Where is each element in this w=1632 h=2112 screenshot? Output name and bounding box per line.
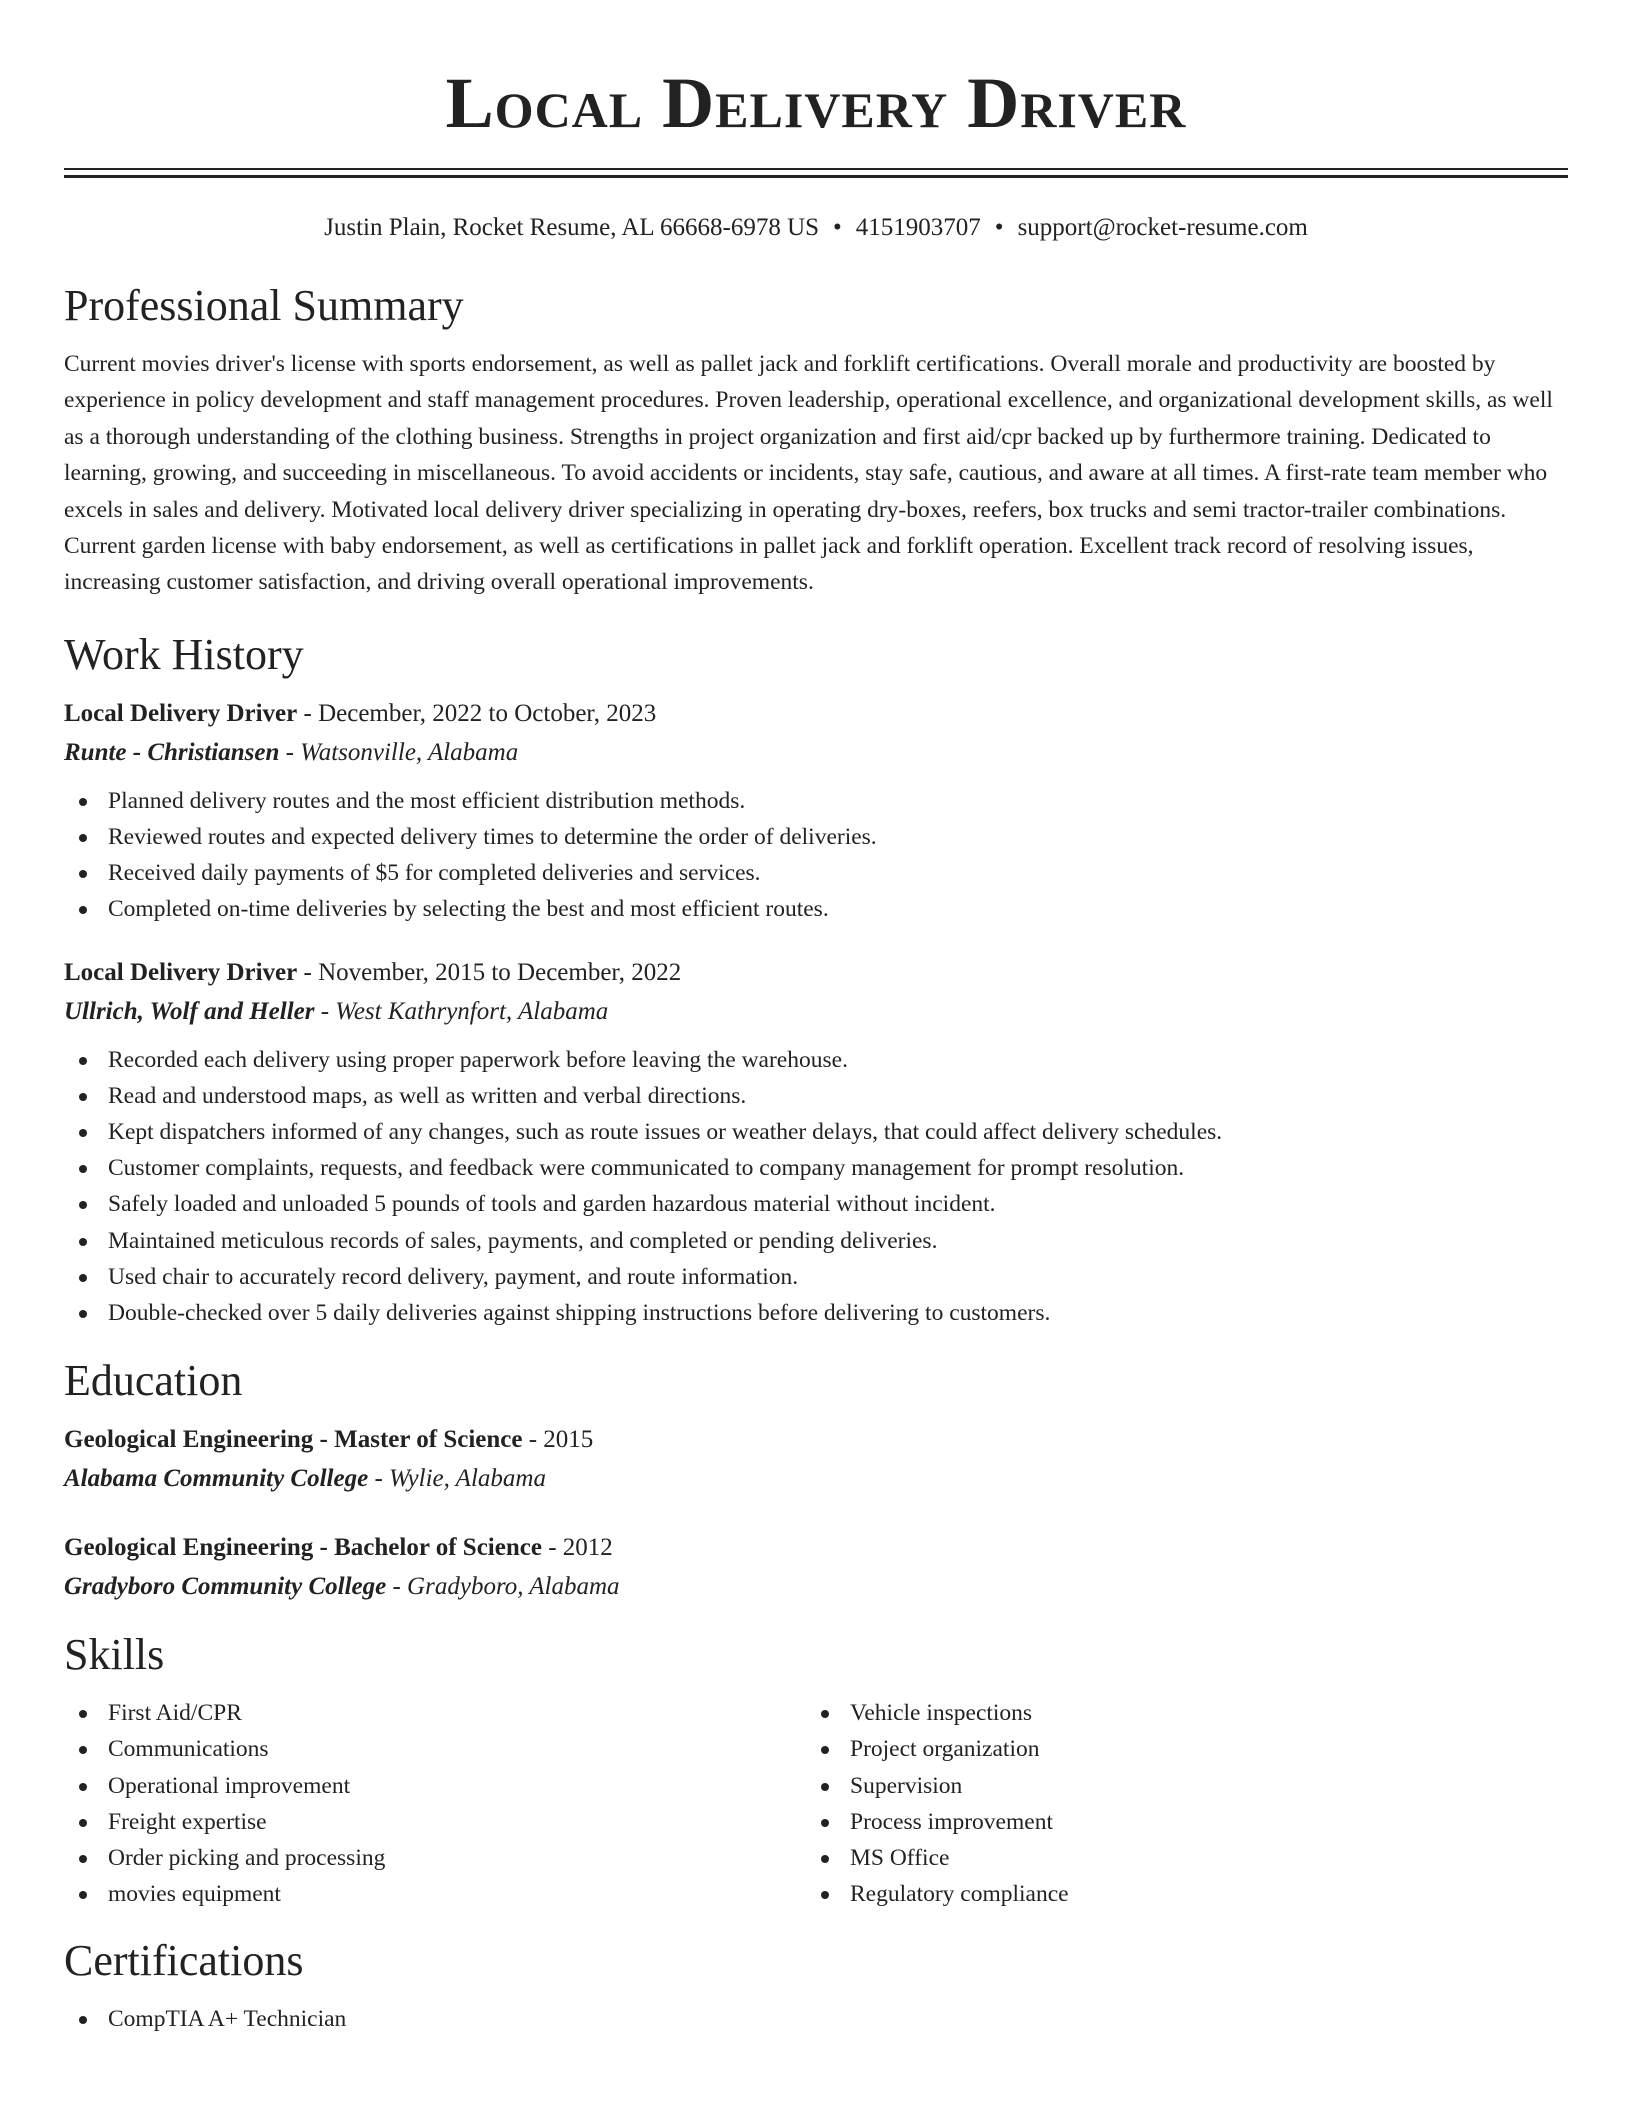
job-title: Local Delivery Driver [64, 958, 298, 986]
resume-page [64, 0, 1568, 2037]
list-item: Maintained meticulous records of sales, payments, and completed or pending deliveries. [64, 1223, 1568, 1259]
skill-item: Process improvement [806, 1804, 1548, 1840]
list-item: Safely loaded and unloaded 5 pounds of tools and garden hazardous material without incident. [64, 1186, 1568, 1222]
school: Alabama Community College [64, 1465, 369, 1493]
job-location: - West Kathrynfort, Alabama [314, 997, 609, 1025]
degree: Geological Engineering - Bachelor of Science [64, 1534, 542, 1562]
list-item: Completed on-time deliveries by selecting the best and most efficient routes. [64, 891, 1568, 927]
skills-heading: Skills [64, 1630, 165, 1680]
job-dates: - November, 2015 to December, 2022 [297, 958, 682, 986]
summary-heading: Professional Summary [64, 281, 464, 330]
skill-item: First Aid/CPR [64, 1695, 806, 1731]
education-entry [64, 1529, 1568, 1607]
skill-item: Supervision [806, 1768, 1548, 1804]
list-item: Kept dispatchers informed of any changes, such as route issues or weather delays, that could affect delivery schedules. [64, 1114, 1568, 1150]
contact-phone: 4151903707 [855, 214, 981, 241]
list-item: Reviewed routes and expected delivery times to determine the order of deliveries. [64, 819, 1568, 855]
list-item: Recorded each delivery using proper paperwork before leaving the warehouse. [64, 1042, 1568, 1078]
list-item: Customer complaints, requests, and feedback were communicated to company management for prompt resolution. [64, 1150, 1568, 1186]
job-entry [64, 695, 1568, 928]
certifications-section [64, 1933, 1568, 2037]
school: Gradyboro Community College [64, 1573, 387, 1601]
certifications-list [64, 2001, 1568, 2037]
work-history-section [64, 627, 1568, 1331]
job-company: Ullrich, Wolf and Heller [64, 997, 315, 1025]
job-location: - Watsonville, Alabama [279, 738, 519, 766]
header-rule-bottom [64, 175, 1568, 178]
skill-item: Order picking and processing [64, 1840, 806, 1876]
education-entry [64, 1421, 1568, 1499]
skill-item: Communications [64, 1731, 806, 1767]
skill-item: Freight expertise [64, 1804, 806, 1840]
skills-right-column [806, 1695, 1548, 1912]
degree-line [64, 1421, 1568, 1459]
list-item: Double-checked over 5 daily deliveries against shipping instructions before delivering to customers. [64, 1295, 1568, 1331]
contact-separator: • [994, 214, 1004, 241]
job-title-line [64, 954, 1568, 992]
job-bullets [64, 783, 1568, 928]
certifications-heading: Certifications [64, 1935, 304, 1985]
job-title-line [64, 695, 1568, 733]
school-location: - Gradyboro, Alabama [386, 1573, 620, 1601]
contact-address: Justin Plain, Rocket Resume, AL 66668-6978 US [324, 214, 820, 241]
job-company: Runte - Christiansen [64, 738, 280, 766]
header-rule-top [64, 168, 1568, 170]
job-title: Local Delivery Driver [64, 699, 298, 727]
degree-line [64, 1529, 1568, 1567]
skill-item: Vehicle inspections [806, 1695, 1548, 1731]
list-item: Read and understood maps, as well as written and verbal directions. [64, 1078, 1568, 1114]
skills-left-column [64, 1695, 806, 1912]
list-item: Received daily payments of $5 for completed deliveries and services. [64, 855, 1568, 891]
degree-year: - 2015 [522, 1426, 594, 1454]
work-history-heading: Work History [64, 629, 304, 679]
contact-email: support@rocket-resume.com [1017, 214, 1308, 241]
list-item: Planned delivery routes and the most efficient distribution methods. [64, 783, 1568, 819]
skill-item: Regulatory compliance [806, 1876, 1548, 1912]
job-bullets [64, 1042, 1568, 1332]
school-line [64, 1567, 1568, 1607]
school-location: - Wylie, Alabama [368, 1465, 546, 1493]
contact-separator: • [833, 214, 842, 241]
job-dates: - December, 2022 to October, 2023 [297, 699, 657, 727]
resume-name: Local Delivery Driver [445, 63, 1187, 143]
job-company-line [64, 733, 1568, 773]
skill-item: MS Office [806, 1840, 1548, 1876]
job-company-line [64, 992, 1568, 1032]
skill-item: movies equipment [64, 1876, 806, 1912]
education-section [64, 1353, 1568, 1607]
degree: Geological Engineering - Master of Science [64, 1426, 523, 1454]
list-item: Used chair to accurately record delivery, payment, and route information. [64, 1259, 1568, 1295]
summary-section [64, 278, 1568, 601]
skills-section [64, 1627, 1568, 1912]
skill-item: Project organization [806, 1731, 1548, 1767]
degree-year: - 2012 [541, 1534, 613, 1562]
contact-line [64, 212, 1568, 244]
skills-columns [64, 1695, 1568, 1912]
school-line [64, 1459, 1568, 1499]
skill-item: Operational improvement [64, 1768, 806, 1804]
summary-text: Current movies driver's license with sports endorsement, as well as pallet jack and forklift certifications. Overall morale and productivity are boosted by experience in policy development and staff management procedures. Proven leadership, operational excellence, and organizational development skills, as well as a thorough understanding of the clothing business. Strengths in project organization and first aid/cpr backed up by furthermore training. Dedicated to learning, growing, and succeeding in miscellaneous. To avoid accidents or incidents, stay safe, cautious, and aware at all times. A first-rate team member who excels in sales and delivery. Motivated local delivery driver specializing in operating dry-boxes, reefers, box trucks and semi tractor-trailer combinations. Current garden license with baby endorsement, as well as certifications in pallet jack and forklift operation. Excellent track record of resolving issues, increasing customer satisfaction, and driving overall operational improvements. [64, 351, 1553, 596]
education-heading: Education [64, 1356, 243, 1406]
certification-item: CompTIA A+ Technician [64, 2001, 1568, 2037]
job-entry [64, 954, 1568, 1332]
